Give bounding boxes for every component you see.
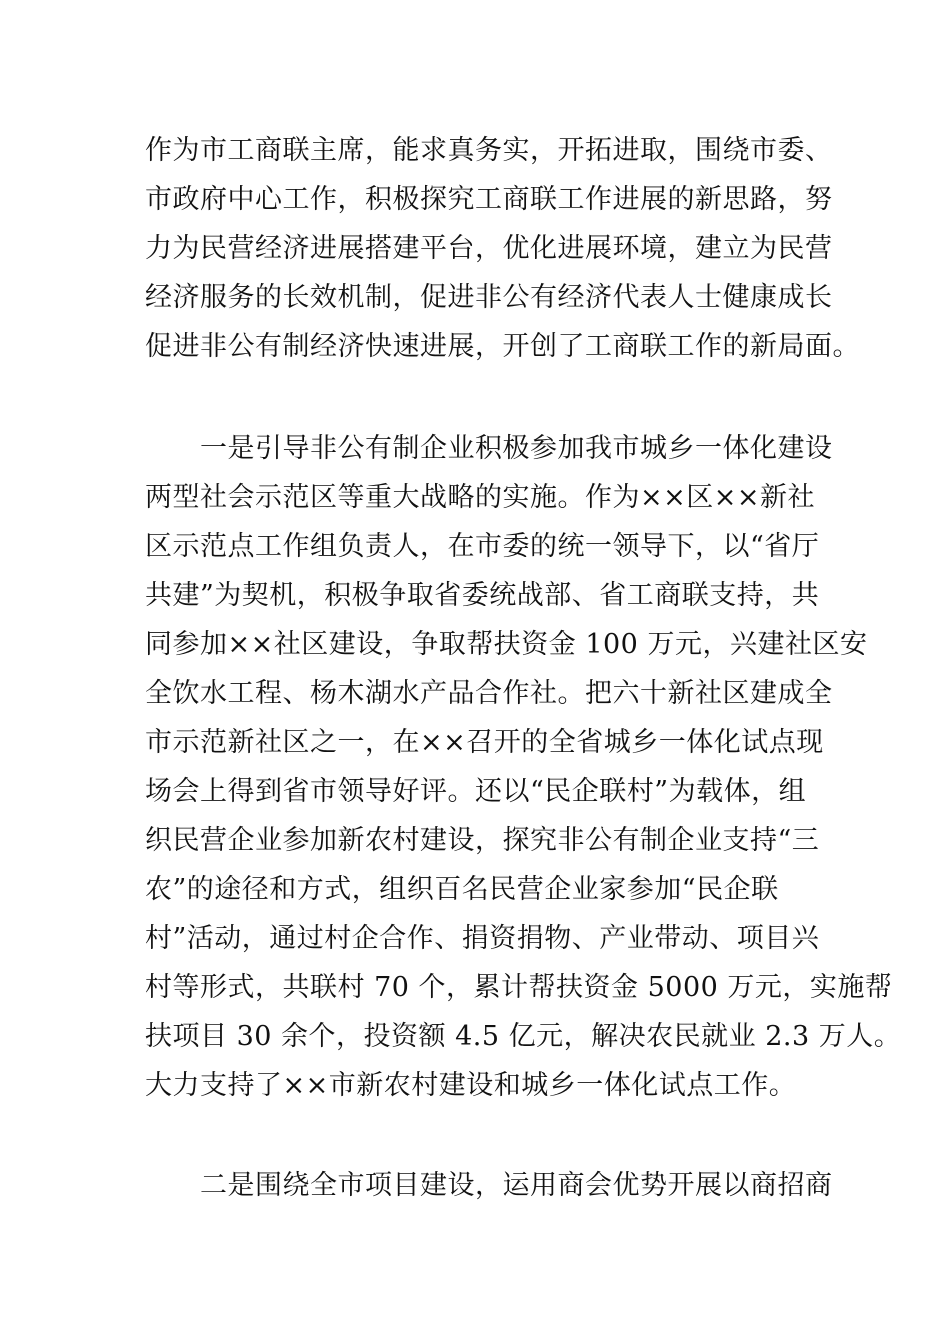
paragraph-1-line-5: 促进非公有制经济快速进展，开创了工商联工作的新局面。 (145, 331, 860, 362)
paragraph-1-line-3: 力为民营经济进展搭建平台，优化进展环境，建立为民营 (145, 233, 833, 264)
paragraph-1-line-1: 作为市工商联主席，能求真务实，开拓进取，围绕市委、 (145, 135, 833, 166)
paragraph-2-line-4: 共建”为契机，积极争取省委统战部、省工商联支持，共 (145, 580, 820, 611)
paragraph-2-line-13: 扶项目 30 余个，投资额 4.5 亿元，解决农民就业 2.3 万人。 (145, 1021, 902, 1052)
paragraph-2-line-11: 村”活动，通过村企合作、捐资捐物、产业带动、项目兴 (145, 923, 820, 954)
paragraph-2-line-12: 村等形式，共联村 70 个，累计帮扶资金 5000 万元，实施帮 (145, 972, 893, 1003)
paragraph-2-line-8: 场会上得到省市领导好评。还以“民企联村”为载体，组 (145, 776, 807, 807)
paragraph-2-line-6: 全饮水工程、杨木湖水产品合作社。把六十新社区建成全 (145, 678, 833, 709)
paragraph-2-line-3: 区示范点工作组负责人，在市委的统一领导下，以“省厅 (145, 531, 820, 562)
paragraph-2-line-1: 一是引导非公有制企业积极参加我市城乡一体化建设 (200, 433, 833, 464)
paragraph-2-line-7: 市示范新社区之一，在××召开的全省城乡一体化试点现 (145, 727, 824, 758)
paragraph-1-line-4: 经济服务的长效机制，促进非公有经济代表人士健康成长 (145, 282, 833, 313)
paragraph-2-line-5: 同参加××社区建设，争取帮扶资金 100 万元，兴建社区安 (145, 629, 868, 660)
paragraph-2-line-2: 两型社会示范区等重大战略的实施。作为××区××新社 (145, 482, 815, 513)
paragraph-1-line-2: 市政府中心工作，积极探究工商联工作进展的新思路，努 (145, 184, 833, 215)
paragraph-2-line-9: 织民营企业参加新农村建设，探究非公有制企业支持“三 (145, 825, 820, 856)
paragraph-2-line-10: 农”的途径和方式，组织百名民营企业家参加“民企联 (145, 874, 779, 905)
paragraph-2-line-14: 大力支持了××市新农村建设和城乡一体化试点工作。 (145, 1070, 797, 1101)
paragraph-3-line-1: 二是围绕全市项目建设，运用商会优势开展以商招商 (200, 1170, 833, 1201)
